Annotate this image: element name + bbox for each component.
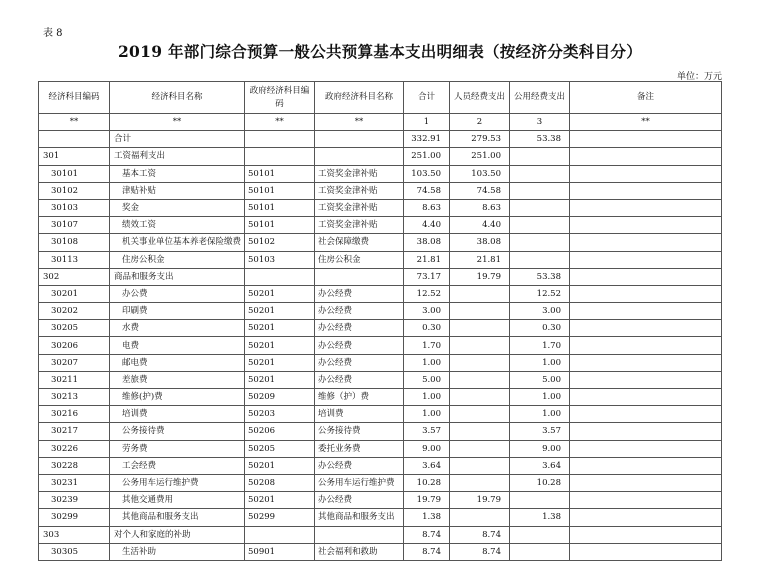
cell-gov-code: 50201 xyxy=(245,337,315,354)
cell-public xyxy=(510,148,570,165)
table-row xyxy=(39,457,722,474)
cell-total: 0.30 xyxy=(404,320,450,337)
cell-personnel xyxy=(450,303,510,320)
cell-gov-name: 维修（护）费 xyxy=(315,389,404,406)
cell-gov-code: 50103 xyxy=(245,251,315,268)
cell-gov-code: 50201 xyxy=(245,320,315,337)
cell-total: 8.74 xyxy=(404,526,450,543)
header-gov-code: 政府经济科目编码 xyxy=(245,82,315,114)
cell-note xyxy=(570,268,722,285)
cell-gov-name: 工资奖金津补贴 xyxy=(315,182,404,199)
cell-econ-code: 30239 xyxy=(39,492,110,509)
table-row xyxy=(39,492,722,509)
cell-personnel: 8.74 xyxy=(450,543,510,560)
cell-note xyxy=(570,320,722,337)
cell-econ-name: 机关事业单位基本养老保险缴费 xyxy=(110,234,245,251)
cell-gov-code: 50203 xyxy=(245,406,315,423)
document-title: 2019 年部门综合预算一般公共预算基本支出明细表（按经济分类科目分） xyxy=(117,42,643,61)
cell-public: 1.00 xyxy=(510,354,570,371)
cell-gov-code: 50101 xyxy=(245,217,315,234)
cell-total: 1.00 xyxy=(404,406,450,423)
cell-econ-name: 其他商品和服务支出 xyxy=(110,509,245,526)
cell-gov-name: 办公经费 xyxy=(315,337,404,354)
cell-gov-code: 50101 xyxy=(245,182,315,199)
table-row xyxy=(39,371,722,388)
cell-econ-code: 30216 xyxy=(39,406,110,423)
marker-cell: 3 xyxy=(510,114,570,131)
cell-econ-name: 培训费 xyxy=(110,406,245,423)
header-gov-name: 政府经济科目名称 xyxy=(315,82,404,114)
marker-cell: ** xyxy=(570,114,722,131)
cell-public xyxy=(510,492,570,509)
marker-cell: ** xyxy=(39,114,110,131)
cell-total: 3.64 xyxy=(404,457,450,474)
table-row xyxy=(39,337,722,354)
cell-econ-code: 30108 xyxy=(39,234,110,251)
cell-public xyxy=(510,182,570,199)
header-personnel: 人员经费支出 xyxy=(450,82,510,114)
cell-gov-name: 公务接待费 xyxy=(315,423,404,440)
cell-public xyxy=(510,543,570,560)
cell-econ-name: 商品和服务支出 xyxy=(110,268,245,285)
cell-gov-code: 50201 xyxy=(245,285,315,302)
cell-note xyxy=(570,354,722,371)
cell-personnel xyxy=(450,354,510,371)
cell-econ-name: 津贴补贴 xyxy=(110,182,245,199)
cell-econ-code: 30213 xyxy=(39,389,110,406)
header-econ-code: 经济科目编码 xyxy=(39,82,110,114)
cell-total: 3.57 xyxy=(404,423,450,440)
cell-note xyxy=(570,371,722,388)
marker-cell: ** xyxy=(315,114,404,131)
table-row xyxy=(39,509,722,526)
cell-personnel xyxy=(450,337,510,354)
cell-econ-code: 30206 xyxy=(39,337,110,354)
cell-gov-code xyxy=(245,268,315,285)
cell-gov-name: 办公经费 xyxy=(315,303,404,320)
cell-note xyxy=(570,148,722,165)
cell-personnel: 8.74 xyxy=(450,526,510,543)
cell-econ-name: 公务用车运行维护费 xyxy=(110,474,245,491)
header-total: 合计 xyxy=(404,82,450,114)
cell-note xyxy=(570,165,722,182)
cell-public xyxy=(510,251,570,268)
cell-gov-name: 培训费 xyxy=(315,406,404,423)
unit-label: 单位：万元 xyxy=(676,72,722,82)
cell-econ-code: 30102 xyxy=(39,182,110,199)
cell-public: 12.52 xyxy=(510,285,570,302)
cell-total: 21.81 xyxy=(404,251,450,268)
cell-personnel xyxy=(450,509,510,526)
cell-econ-name: 基本工资 xyxy=(110,165,245,182)
cell-econ-code: 30107 xyxy=(39,217,110,234)
table-row xyxy=(39,526,722,543)
header-econ-name: 经济科目名称 xyxy=(110,82,245,114)
cell-econ-code: 30231 xyxy=(39,474,110,491)
cell-personnel xyxy=(450,474,510,491)
cell-econ-code: 30211 xyxy=(39,371,110,388)
marker-cell: 1 xyxy=(404,114,450,131)
cell-gov-name: 办公经费 xyxy=(315,457,404,474)
cell-total: 9.00 xyxy=(404,440,450,457)
cell-personnel xyxy=(450,389,510,406)
cell-gov-name: 办公经费 xyxy=(315,354,404,371)
cell-note xyxy=(570,406,722,423)
cell-personnel: 103.50 xyxy=(450,165,510,182)
header-public: 公用经费支出 xyxy=(510,82,570,114)
cell-personnel: 19.79 xyxy=(450,492,510,509)
header-note: 备注 xyxy=(570,82,722,114)
cell-econ-code: 301 xyxy=(39,148,110,165)
cell-total: 1.00 xyxy=(404,389,450,406)
table-row xyxy=(39,406,722,423)
cell-total: 103.50 xyxy=(404,165,450,182)
cell-econ-code: 30305 xyxy=(39,543,110,560)
cell-public: 3.00 xyxy=(510,303,570,320)
cell-total: 4.40 xyxy=(404,217,450,234)
cell-econ-name: 水费 xyxy=(110,320,245,337)
cell-gov-name: 办公经费 xyxy=(315,285,404,302)
cell-econ-code: 30217 xyxy=(39,423,110,440)
cell-total: 332.91 xyxy=(404,131,450,148)
table-row xyxy=(39,320,722,337)
cell-gov-name xyxy=(315,268,404,285)
cell-total: 3.00 xyxy=(404,303,450,320)
cell-personnel: 251.00 xyxy=(450,148,510,165)
cell-gov-code: 50101 xyxy=(245,165,315,182)
table-row xyxy=(39,543,722,560)
cell-econ-code: 30205 xyxy=(39,320,110,337)
cell-public xyxy=(510,165,570,182)
cell-gov-code xyxy=(245,148,315,165)
cell-public: 3.57 xyxy=(510,423,570,440)
cell-total: 8.63 xyxy=(404,199,450,216)
cell-gov-code: 50101 xyxy=(245,199,315,216)
cell-gov-name: 其他商品和服务支出 xyxy=(315,509,404,526)
cell-econ-code xyxy=(39,131,110,148)
cell-gov-name xyxy=(315,526,404,543)
cell-personnel xyxy=(450,457,510,474)
cell-gov-code: 50299 xyxy=(245,509,315,526)
cell-note xyxy=(570,234,722,251)
cell-econ-name: 住房公积金 xyxy=(110,251,245,268)
cell-gov-code xyxy=(245,131,315,148)
marker-cell: ** xyxy=(245,114,315,131)
cell-econ-code: 303 xyxy=(39,526,110,543)
cell-total: 1.38 xyxy=(404,509,450,526)
cell-gov-name: 社会福利和救助 xyxy=(315,543,404,560)
cell-total: 251.00 xyxy=(404,148,450,165)
cell-econ-name: 奖金 xyxy=(110,199,245,216)
table-row xyxy=(39,389,722,406)
table-row xyxy=(39,268,722,285)
cell-total: 74.58 xyxy=(404,182,450,199)
cell-public: 5.00 xyxy=(510,371,570,388)
cell-econ-name: 绩效工资 xyxy=(110,217,245,234)
cell-note xyxy=(570,526,722,543)
cell-note xyxy=(570,440,722,457)
cell-note xyxy=(570,131,722,148)
cell-econ-name: 邮电费 xyxy=(110,354,245,371)
table-row xyxy=(39,440,722,457)
cell-gov-name: 工资奖金津补贴 xyxy=(315,199,404,216)
cell-econ-name: 工会经费 xyxy=(110,457,245,474)
cell-note xyxy=(570,337,722,354)
cell-gov-code: 50201 xyxy=(245,457,315,474)
cell-personnel: 8.63 xyxy=(450,199,510,216)
cell-gov-name: 办公经费 xyxy=(315,492,404,509)
cell-total: 1.70 xyxy=(404,337,450,354)
marker-cell: 2 xyxy=(450,114,510,131)
cell-gov-code: 50201 xyxy=(245,303,315,320)
cell-gov-code: 50201 xyxy=(245,354,315,371)
cell-note xyxy=(570,285,722,302)
table-row xyxy=(39,251,722,268)
cell-econ-code: 30101 xyxy=(39,165,110,182)
table-row xyxy=(39,199,722,216)
cell-note xyxy=(570,423,722,440)
marker-row xyxy=(39,114,722,131)
cell-public: 3.64 xyxy=(510,457,570,474)
cell-econ-name: 维修(护)费 xyxy=(110,389,245,406)
cell-personnel xyxy=(450,423,510,440)
cell-gov-code: 50208 xyxy=(245,474,315,491)
cell-personnel xyxy=(450,320,510,337)
table-row xyxy=(39,148,722,165)
cell-gov-name: 委托业务费 xyxy=(315,440,404,457)
table-row xyxy=(39,423,722,440)
cell-econ-code: 30299 xyxy=(39,509,110,526)
cell-econ-code: 302 xyxy=(39,268,110,285)
cell-econ-name: 印刷费 xyxy=(110,303,245,320)
cell-gov-name: 工资奖金津补贴 xyxy=(315,165,404,182)
table-row xyxy=(39,165,722,182)
cell-gov-name: 办公经费 xyxy=(315,320,404,337)
cell-econ-name: 合计 xyxy=(110,131,245,148)
cell-public: 1.00 xyxy=(510,406,570,423)
table-row xyxy=(39,285,722,302)
cell-gov-name xyxy=(315,131,404,148)
cell-gov-code: 50209 xyxy=(245,389,315,406)
cell-gov-code: 50206 xyxy=(245,423,315,440)
cell-public: 10.28 xyxy=(510,474,570,491)
cell-personnel xyxy=(450,406,510,423)
cell-total: 10.28 xyxy=(404,474,450,491)
cell-econ-name: 生活补助 xyxy=(110,543,245,560)
cell-econ-code: 30103 xyxy=(39,199,110,216)
table-number: 表 8 xyxy=(43,28,63,39)
cell-personnel: 74.58 xyxy=(450,182,510,199)
cell-econ-code: 30202 xyxy=(39,303,110,320)
cell-gov-name: 工资奖金津补贴 xyxy=(315,217,404,234)
cell-gov-code: 50201 xyxy=(245,492,315,509)
cell-econ-name: 公务接待费 xyxy=(110,423,245,440)
marker-cell: ** xyxy=(110,114,245,131)
cell-gov-name: 办公经费 xyxy=(315,371,404,388)
cell-public: 53.38 xyxy=(510,131,570,148)
cell-gov-code xyxy=(245,526,315,543)
cell-econ-name: 劳务费 xyxy=(110,440,245,457)
table-row xyxy=(39,234,722,251)
cell-econ-name: 电费 xyxy=(110,337,245,354)
cell-personnel: 21.81 xyxy=(450,251,510,268)
cell-note xyxy=(570,303,722,320)
cell-econ-code: 30228 xyxy=(39,457,110,474)
cell-note xyxy=(570,182,722,199)
cell-personnel: 38.08 xyxy=(450,234,510,251)
cell-personnel xyxy=(450,285,510,302)
cell-total: 1.00 xyxy=(404,354,450,371)
table-row xyxy=(39,131,722,148)
cell-gov-name xyxy=(315,148,404,165)
cell-note xyxy=(570,509,722,526)
cell-econ-name: 对个人和家庭的补助 xyxy=(110,526,245,543)
cell-gov-code: 50205 xyxy=(245,440,315,457)
cell-gov-name: 公务用车运行维护费 xyxy=(315,474,404,491)
cell-note xyxy=(570,389,722,406)
cell-public: 1.38 xyxy=(510,509,570,526)
cell-note xyxy=(570,492,722,509)
cell-econ-code: 30201 xyxy=(39,285,110,302)
cell-econ-code: 30226 xyxy=(39,440,110,457)
cell-gov-name: 住房公积金 xyxy=(315,251,404,268)
cell-public: 1.00 xyxy=(510,389,570,406)
cell-public xyxy=(510,234,570,251)
cell-econ-name: 办公费 xyxy=(110,285,245,302)
cell-econ-name: 工资福利支出 xyxy=(110,148,245,165)
cell-personnel: 279.53 xyxy=(450,131,510,148)
expenditure-table xyxy=(38,81,722,561)
cell-total: 19.79 xyxy=(404,492,450,509)
cell-public: 9.00 xyxy=(510,440,570,457)
cell-total: 5.00 xyxy=(404,371,450,388)
cell-note xyxy=(570,217,722,234)
cell-gov-code: 50901 xyxy=(245,543,315,560)
cell-public: 0.30 xyxy=(510,320,570,337)
cell-public: 1.70 xyxy=(510,337,570,354)
cell-personnel xyxy=(450,371,510,388)
cell-gov-name: 社会保障缴费 xyxy=(315,234,404,251)
table-row xyxy=(39,217,722,234)
cell-total: 38.08 xyxy=(404,234,450,251)
table-row xyxy=(39,303,722,320)
cell-gov-code: 50201 xyxy=(245,371,315,388)
cell-personnel xyxy=(450,440,510,457)
cell-personnel: 19.79 xyxy=(450,268,510,285)
cell-econ-name: 其他交通费用 xyxy=(110,492,245,509)
cell-econ-code: 30113 xyxy=(39,251,110,268)
header-row xyxy=(39,82,722,114)
cell-public xyxy=(510,526,570,543)
cell-econ-code: 30207 xyxy=(39,354,110,371)
cell-note xyxy=(570,543,722,560)
cell-total: 73.17 xyxy=(404,268,450,285)
cell-public: 53.38 xyxy=(510,268,570,285)
cell-note xyxy=(570,199,722,216)
table-row xyxy=(39,182,722,199)
cell-gov-code: 50102 xyxy=(245,234,315,251)
cell-personnel: 4.40 xyxy=(450,217,510,234)
cell-note xyxy=(570,474,722,491)
cell-public xyxy=(510,217,570,234)
cell-note xyxy=(570,457,722,474)
cell-total: 8.74 xyxy=(404,543,450,560)
cell-public xyxy=(510,199,570,216)
table-row xyxy=(39,354,722,371)
table-row xyxy=(39,474,722,491)
cell-econ-name: 差旅费 xyxy=(110,371,245,388)
cell-total: 12.52 xyxy=(404,285,450,302)
cell-note xyxy=(570,251,722,268)
